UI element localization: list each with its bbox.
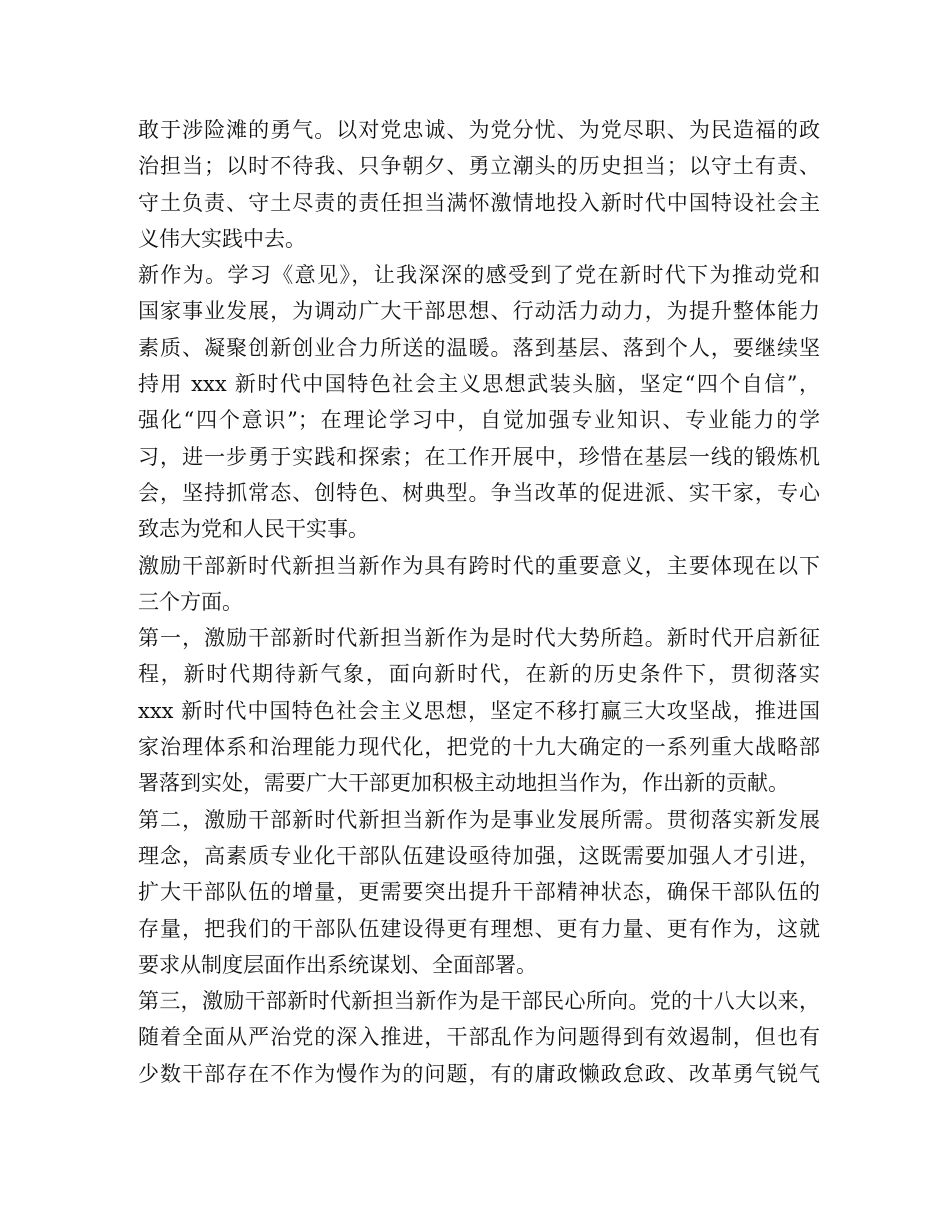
text-line: 第三，激励干部新时代新担当新作为是干部民心所向。党的十八大以来，	[138, 989, 820, 1014]
text-line: 署落到实处，需要广大干部更加积极主动地担当作为，作出新的贡献。	[138, 771, 789, 796]
paragraph	[138, 257, 820, 547]
text-line: 第二，激励干部新时代新担当新作为是事业发展所需。贯彻落实新发展	[138, 807, 820, 832]
text-line: 会，坚持抓常态、创特色、树典型。争当改革的促进派、实干家，专心	[138, 480, 820, 505]
paragraph	[138, 983, 820, 1092]
document-body	[138, 112, 820, 1092]
text-line: 理念，高素质专业化干部队伍建设亟待加强，这既需要加强人才引进，	[138, 843, 820, 868]
text-line: 敢于涉险滩的勇气。以对党忠诚、为党分忧、为党尽职、为民造福的政	[138, 118, 820, 142]
text-line: 要求从制度层面作出系统谋划、全面部署。	[138, 952, 537, 977]
text-line: 扩大干部队伍的增量，更需要突出提升干部精神状态，确保干部队伍的	[138, 880, 820, 905]
text-line: 义伟大实践中去。	[138, 226, 306, 251]
text-line: 程，新时代期待新气象，面向新时代，在新的历史条件下，贯彻落实	[138, 662, 820, 687]
paragraph	[138, 548, 820, 621]
text-line: 强化“四个意识”；在理论学习中，自觉加强专业知识、专业能力的学	[138, 408, 820, 433]
paragraph	[138, 802, 820, 983]
text-line: 习，进一步勇于实践和探索；在工作开展中，珍惜在基层一线的锻炼机	[138, 444, 820, 469]
text-line: 随着全面从严治党的深入推进，干部乱作为问题得到有效遏制，但也有	[138, 1025, 820, 1050]
text-line: 持用 xxx 新时代中国特色社会主义思想武装头脑，坚定“四个自信”，	[138, 372, 820, 397]
paragraph	[138, 620, 820, 801]
text-line: 致志为党和人民干实事。	[138, 517, 369, 542]
text-line: 新作为。学习《意见》，让我深深的感受到了党在新时代下为推动党和	[138, 263, 820, 288]
text-line: 守土负责、守土尽责的责任担当满怀激情地投入新时代中国特设社会主	[138, 190, 820, 215]
text-line: 激励干部新时代新担当新作为具有跨时代的重要意义，主要体现在以下	[138, 553, 820, 578]
text-line: 三个方面。	[138, 589, 243, 614]
text-line: 少数干部存在不作为慢作为的问题，有的庸政懒政怠政、改革勇气锐气	[138, 1061, 820, 1086]
text-line: xxx 新时代中国特色社会主义思想，坚定不移打赢三大攻坚战，推进国	[138, 698, 820, 723]
text-line: 国家事业发展，为调动广大干部思想、行动活力动力，为提升整体能力	[138, 299, 820, 324]
paragraph	[138, 112, 820, 257]
text-line: 第一，激励干部新时代新担当新作为是时代大势所趋。新时代开启新征	[138, 626, 820, 651]
text-line: 素质、凝聚创新创业合力所送的温暖。落到基层、落到个人，要继续坚	[138, 335, 820, 360]
text-line: 存量，把我们的干部队伍建设得更有理想、更有力量、更有作为，这就	[138, 916, 820, 941]
text-line: 家治理体系和治理能力现代化，把党的十九大确定的一系列重大战略部	[138, 735, 820, 760]
text-line: 治担当；以时不待我、只争朝夕、勇立潮头的历史担当；以守土有责、	[138, 154, 820, 179]
